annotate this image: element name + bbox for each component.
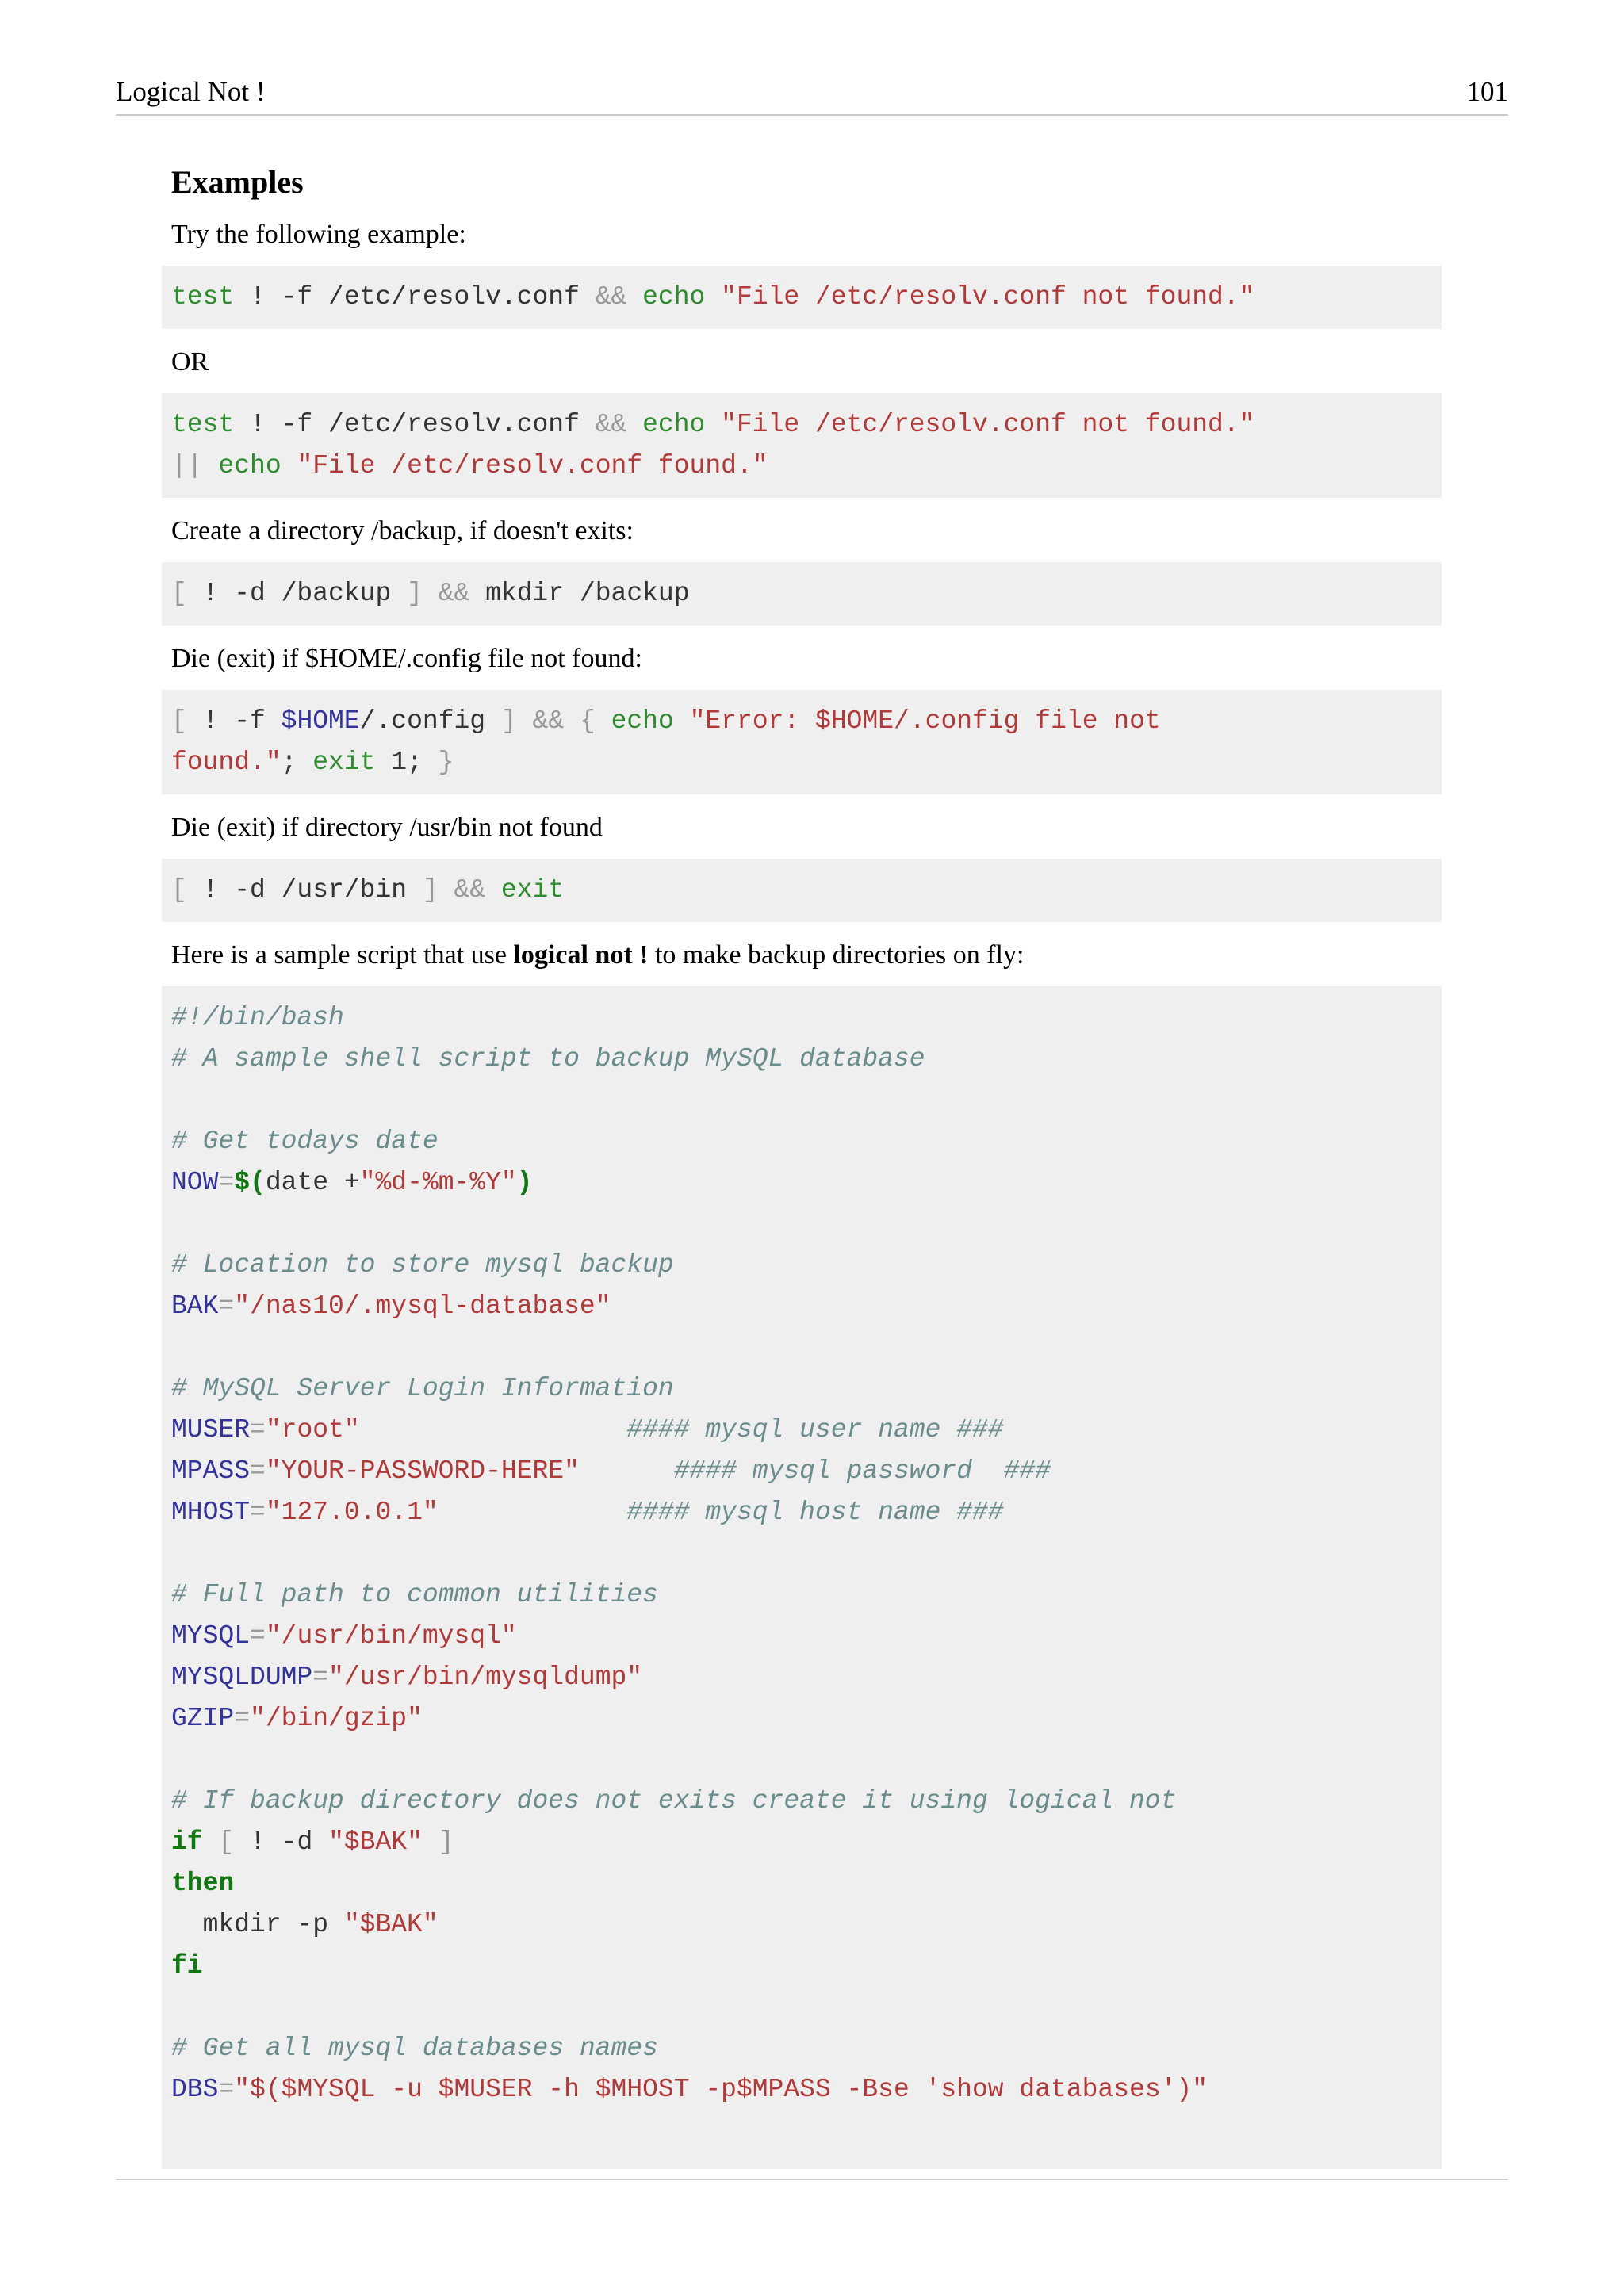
code-comment: #### mysql user name ### — [626, 1415, 1004, 1445]
code-token: && — [595, 410, 627, 439]
code-token: ! -d /backup — [186, 579, 408, 608]
code-token: = — [234, 1704, 251, 1733]
code-comment: # Get todays date — [171, 1127, 439, 1156]
code-comment: # Get all mysql databases names — [171, 2034, 658, 2063]
code-token: = — [250, 1498, 266, 1527]
code-token: MHOST — [171, 1498, 251, 1527]
code-token: "$BAK" — [343, 1910, 439, 1939]
sample-text-bold: logical not ! — [513, 940, 649, 970]
code-token: && — [595, 282, 627, 312]
code-token: ] — [500, 706, 517, 736]
code-token: date + — [265, 1168, 360, 1197]
code-token: ! -d — [234, 1827, 329, 1857]
code-comment: #### mysql host name ### — [626, 1498, 1004, 1527]
code-token: = — [312, 1663, 329, 1692]
chapter-title: Logical Not ! — [116, 76, 266, 107]
code-token: echo — [642, 410, 706, 439]
page-content — [171, 163, 1462, 2182]
code-token: echo — [611, 706, 674, 736]
code-token: "127.0.0.1" — [265, 1498, 439, 1527]
code-token: "File /etc/resolv.conf not found." — [721, 410, 1255, 439]
code-token: /.config — [359, 706, 501, 736]
code-token: "File /etc/resolv.conf not found." — [721, 282, 1255, 312]
code-token: "$BAK" — [328, 1827, 423, 1857]
code-comment: # If backup directory does not exits create it using logical not — [171, 1786, 1177, 1816]
code-token: [ — [171, 706, 187, 736]
code-token: && — [454, 875, 486, 905]
code-token: "YOUR-PASSWORD-HERE" — [265, 1456, 580, 1486]
code-token: } — [438, 748, 454, 777]
code-block-mkdir — [162, 562, 1442, 626]
code-token: "/nas10/.mysql-database" — [234, 1292, 611, 1321]
code-block-test — [162, 266, 1442, 329]
footer-divider — [116, 2179, 1508, 2180]
code-token: ! -f /etc/resolv.conf — [234, 282, 596, 312]
code-token: NOW — [171, 1168, 219, 1197]
code-token: mkdir /backup — [469, 579, 690, 608]
code-token: = — [218, 2075, 235, 2104]
code-token: mkdir -p — [171, 1910, 344, 1939]
code-token: [ — [218, 1827, 235, 1857]
die-config-text: Die (exit) if $HOME/.config file not found: — [171, 644, 642, 673]
code-token: "/usr/bin/mysql" — [265, 1621, 517, 1651]
code-token: ] — [407, 579, 423, 608]
page-number: 101 — [1466, 76, 1508, 107]
code-token: test — [171, 410, 235, 439]
code-token: 1; — [375, 748, 439, 777]
code-keyword: fi — [171, 1951, 203, 1980]
code-token: found." — [171, 748, 282, 777]
code-token: ! -f /etc/resolv.conf — [234, 410, 596, 439]
code-token: MYSQLDUMP — [171, 1663, 313, 1692]
section-title: Examples — [171, 164, 304, 200]
code-comment: # Full path to common utilities — [171, 1580, 658, 1609]
code-token: echo — [642, 282, 706, 312]
code-token: = — [218, 1292, 235, 1321]
code-token: $( — [234, 1168, 266, 1197]
code-keyword: if — [171, 1827, 203, 1857]
code-token: echo — [218, 451, 282, 480]
code-token: GZIP — [171, 1704, 235, 1733]
code-token: "/bin/gzip" — [250, 1704, 423, 1733]
code-comment: #!/bin/bash — [171, 1003, 344, 1032]
code-token: $HOME — [281, 706, 360, 736]
code-token: "File /etc/resolv.conf found." — [297, 451, 768, 480]
code-keyword: then — [171, 1869, 235, 1898]
code-token: { — [579, 706, 596, 736]
code-token: exit — [312, 748, 376, 777]
code-block-config — [162, 690, 1442, 794]
code-token — [439, 1498, 627, 1527]
intro-text: Try the following example: — [171, 220, 466, 249]
code-token: = — [218, 1168, 235, 1197]
code-token: = — [250, 1415, 266, 1445]
code-token: "root" — [265, 1415, 360, 1445]
code-token: ! -f — [186, 706, 282, 736]
code-token: ] — [438, 1827, 454, 1857]
code-token: [ — [171, 875, 187, 905]
sample-text-before: Here is a sample script that use — [171, 940, 514, 970]
code-token: "/usr/bin/mysqldump" — [328, 1663, 643, 1692]
code-block-test-or — [162, 393, 1442, 498]
code-comment: # A sample shell script to backup MySQL database — [171, 1044, 925, 1073]
code-token: "%d-%m-%Y" — [359, 1168, 517, 1197]
code-comment: # MySQL Server Login Information — [171, 1374, 674, 1403]
code-token: = — [250, 1456, 266, 1486]
code-token: test — [171, 282, 235, 312]
code-token: = — [250, 1621, 266, 1651]
sample-text-after: to make backup directories on fly: — [648, 940, 1025, 970]
code-token: ] — [422, 875, 439, 905]
code-comment: # Location to store mysql backup — [171, 1250, 674, 1280]
die-bin-text: Die (exit) if directory /usr/bin not found — [171, 813, 603, 842]
or-text: OR — [171, 347, 209, 377]
code-token: MPASS — [171, 1456, 251, 1486]
code-token — [580, 1456, 674, 1486]
page-header — [116, 76, 1508, 116]
code-token — [360, 1415, 627, 1445]
code-token: && — [532, 706, 565, 736]
code-token: && — [438, 579, 470, 608]
code-token: ) — [516, 1168, 533, 1197]
code-token: BAK — [171, 1292, 219, 1321]
create-dir-text: Create a directory /backup, if doesn't exits: — [171, 516, 634, 545]
code-token: MUSER — [171, 1415, 251, 1445]
code-token: || — [171, 451, 203, 480]
code-token: ! -d /usr/bin — [186, 875, 423, 905]
sample-script-text — [171, 935, 1462, 975]
code-token: "$($MYSQL -u $MUSER -h $MHOST -p$MPASS -Bse 'show databases')" — [234, 2075, 1208, 2104]
code-token: DBS — [171, 2075, 219, 2104]
code-token: [ — [171, 579, 187, 608]
code-block-usrbin — [162, 859, 1442, 922]
code-token: ; — [281, 748, 313, 777]
code-token: MYSQL — [171, 1621, 251, 1651]
code-token: "Error: $HOME/.config file not — [689, 706, 1161, 736]
code-block-script — [162, 986, 1442, 2169]
code-token: exit — [500, 875, 565, 905]
code-comment: #### mysql password ### — [673, 1456, 1051, 1486]
